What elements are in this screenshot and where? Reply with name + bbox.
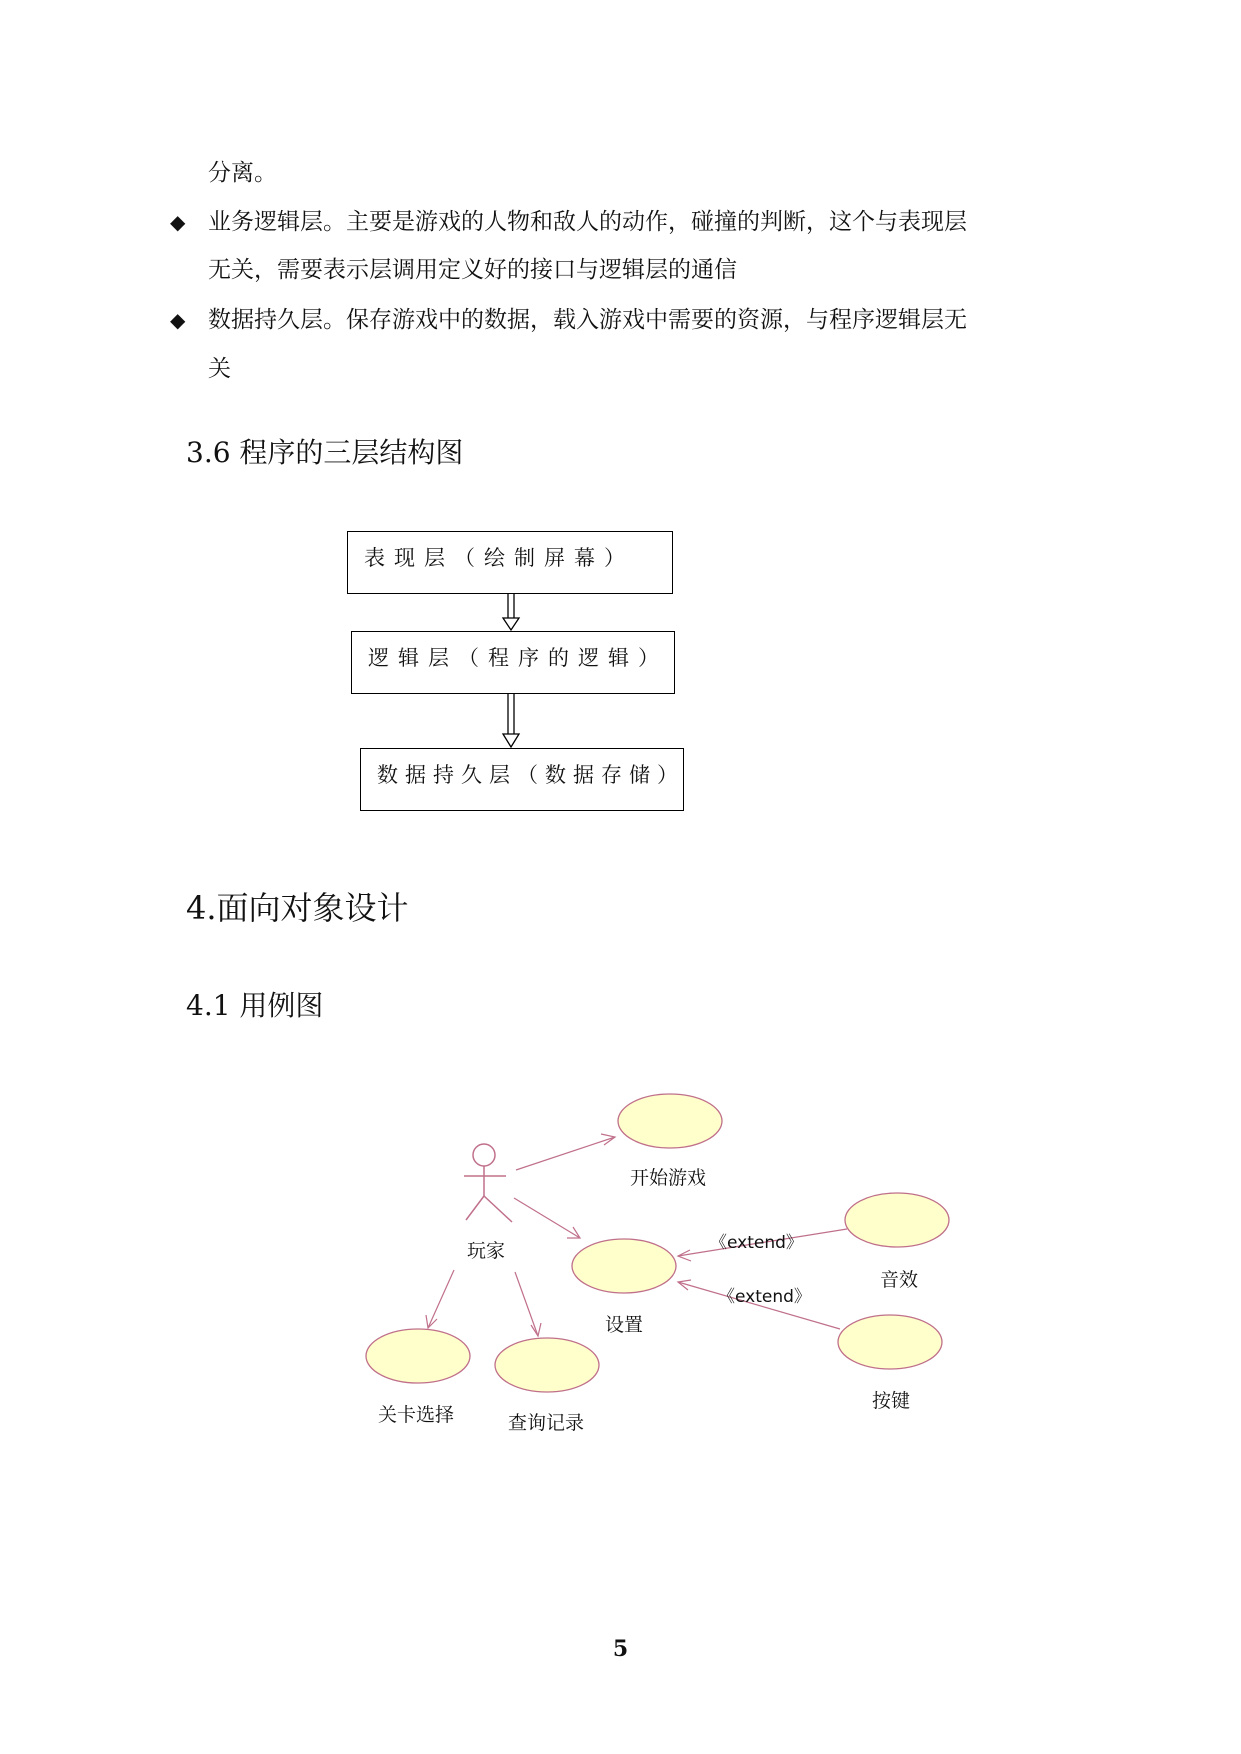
usecase-start-label: 开始游戏 <box>630 1167 707 1189</box>
section-heading-3-6: 3.6 程序的三层结构图 <box>186 436 464 469</box>
usecase-sound-ellipse <box>845 1193 949 1247</box>
logic-layer-label: 逻辑层（程序的逻辑） <box>368 646 668 670</box>
usecase-records-ellipse <box>495 1338 599 1392</box>
actor-label: 玩家 <box>467 1240 506 1262</box>
bullet2-line1: 数据持久层。保存游戏中的数据，载入游戏中需要的资源，与程序逻辑层无 <box>208 307 967 333</box>
extend-label-keys: 《extend》 <box>718 1287 811 1307</box>
usecase-settings-ellipse <box>572 1239 676 1293</box>
usecase-sound-label: 音效 <box>880 1269 919 1291</box>
data-layer-label: 数据持久层（数据存储） <box>377 763 685 787</box>
presentation-layer-label: 表现层（绘制屏幕） <box>364 546 634 570</box>
bullet2-line2: 关 <box>208 356 231 382</box>
usecase-level-ellipse <box>366 1329 470 1383</box>
layer-arrow-1 <box>503 594 519 630</box>
usecase-settings-label: 设置 <box>605 1314 644 1336</box>
paragraph-continuation: 分离。 <box>208 160 277 186</box>
usecase-keys-label: 按键 <box>872 1390 911 1412</box>
bullet-icon: ◆ <box>170 210 186 234</box>
use-case-ellipses <box>366 1094 949 1392</box>
bullet1-line2: 无关，需要表示层调用定义好的接口与逻辑层的通信 <box>208 257 737 283</box>
layer-arrow-2 <box>503 694 519 747</box>
usecase-records-label: 查询记录 <box>508 1412 585 1434</box>
bullet-icon: ◆ <box>170 308 186 332</box>
section-heading-4: 4.面向对象设计 <box>186 889 409 927</box>
actor-stick-figure <box>464 1144 512 1222</box>
extend-label-sound: 《extend》 <box>710 1233 803 1253</box>
usecase-start-ellipse <box>618 1094 722 1148</box>
section-heading-4-1: 4.1 用例图 <box>186 989 324 1022</box>
bullet1-line1: 业务逻辑层。主要是游戏的人物和敌人的动作，碰撞的判断，这个与表现层 <box>208 209 967 235</box>
usecase-level-label: 关卡选择 <box>378 1404 455 1426</box>
page-number: 5 <box>612 1636 629 1662</box>
usecase-keys-ellipse <box>838 1315 942 1369</box>
